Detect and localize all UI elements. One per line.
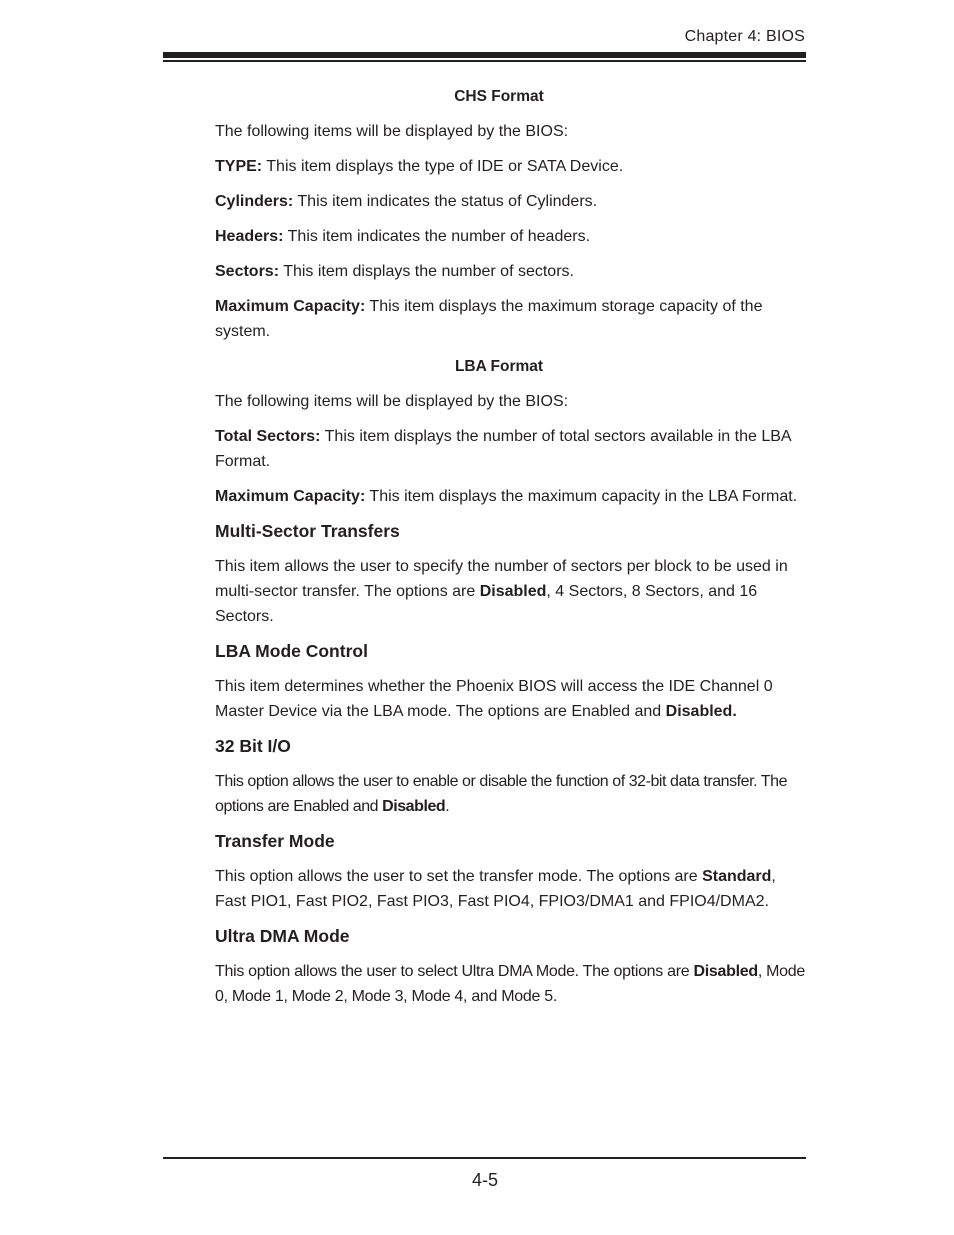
chs-item-cylinders bbox=[215, 189, 807, 214]
term-label: TYPE: bbox=[215, 158, 263, 175]
term-description: This item displays the number of sectors. bbox=[279, 263, 574, 280]
ultra-dma-text bbox=[215, 959, 807, 1009]
default-option: Disabled bbox=[479, 583, 547, 600]
term-description: This item indicates the number of headers. bbox=[283, 228, 591, 245]
chs-item-sectors bbox=[215, 259, 807, 284]
term-description: This item displays the maximum capacity in the LBA Format. bbox=[365, 488, 798, 505]
multi-sector-heading: Multi-Sector Transfers bbox=[215, 521, 400, 541]
text-part: This option allows the user to select Ultra DMA Mode. The options are bbox=[215, 963, 694, 980]
term-label: Cylinders: bbox=[215, 193, 294, 210]
text-part: This item determines whether the Phoenix BIOS will access the IDE Channel 0 Master Device via the LBA mode. The options are Enabled and bbox=[215, 678, 773, 720]
chapter-header: Chapter 4: BIOS bbox=[684, 28, 805, 45]
lba-item-total-sectors bbox=[215, 424, 807, 474]
default-option: Standard bbox=[702, 868, 772, 885]
lba-intro: The following items will be displayed by the BIOS: bbox=[215, 393, 569, 410]
bit-io-heading: 32 Bit I/O bbox=[215, 736, 291, 756]
term-label: Headers: bbox=[215, 228, 284, 245]
term-description: This item displays the maximum storage capacity of the system. bbox=[215, 298, 763, 340]
lba-mode-text bbox=[215, 674, 807, 724]
default-option: Disabled. bbox=[665, 703, 737, 720]
term-label: Maximum Capacity: bbox=[215, 298, 366, 315]
term-label: Maximum Capacity: bbox=[215, 488, 366, 505]
header-rule-thin bbox=[163, 60, 806, 62]
page-content bbox=[215, 84, 807, 1019]
term-description: This item displays the type of IDE or SATA Device. bbox=[262, 158, 624, 175]
term-description: This item indicates the status of Cylinders. bbox=[293, 193, 598, 210]
chs-item-max-capacity bbox=[215, 294, 807, 344]
transfer-mode-heading: Transfer Mode bbox=[215, 831, 335, 851]
chs-intro: The following items will be displayed by the BIOS: bbox=[215, 123, 569, 140]
chs-item-headers bbox=[215, 224, 807, 249]
text-part: . bbox=[445, 798, 450, 815]
multi-sector-text bbox=[215, 554, 807, 629]
text-part: This option allows the user to enable or disable the function of 32-bit data transfer. The options are Enabled and bbox=[215, 773, 788, 815]
transfer-mode-text bbox=[215, 864, 807, 914]
term-label: Sectors: bbox=[215, 263, 280, 280]
page-number: 4-5 bbox=[471, 1170, 498, 1190]
lba-format-heading: LBA Format bbox=[454, 358, 544, 375]
lba-item-max-capacity bbox=[215, 484, 807, 509]
text-part: , Fast PIO1, Fast PIO2, Fast PIO3, Fast PIO4, FPIO3/DMA1 and FPIO4/DMA2. bbox=[215, 868, 776, 910]
text-part: This item allows the user to specify the number of sectors per block to be used in multi-sector transfer. The options are bbox=[215, 558, 788, 600]
default-option: Disabled bbox=[693, 963, 758, 980]
term-label: Total Sectors: bbox=[215, 428, 321, 445]
chs-format-heading: CHS Format bbox=[454, 88, 544, 105]
text-part: , Mode 0, Mode 1, Mode 2, Mode 3, Mode 4, and Mode 5. bbox=[215, 963, 805, 1005]
default-option: Disabled bbox=[382, 798, 446, 815]
bit-io-text bbox=[215, 769, 807, 819]
term-description: This item displays the number of total sectors available in the LBA Format. bbox=[215, 428, 791, 470]
header-rule-thick bbox=[163, 52, 806, 58]
ultra-dma-heading: Ultra DMA Mode bbox=[215, 926, 350, 946]
chs-item-type bbox=[215, 154, 807, 179]
text-part: , 4 Sectors, 8 Sectors, and 16 Sectors. bbox=[215, 583, 758, 625]
lba-mode-heading: LBA Mode Control bbox=[215, 641, 368, 661]
text-part: This option allows the user to set the transfer mode. The options are bbox=[215, 868, 703, 885]
footer-rule bbox=[163, 1157, 806, 1159]
